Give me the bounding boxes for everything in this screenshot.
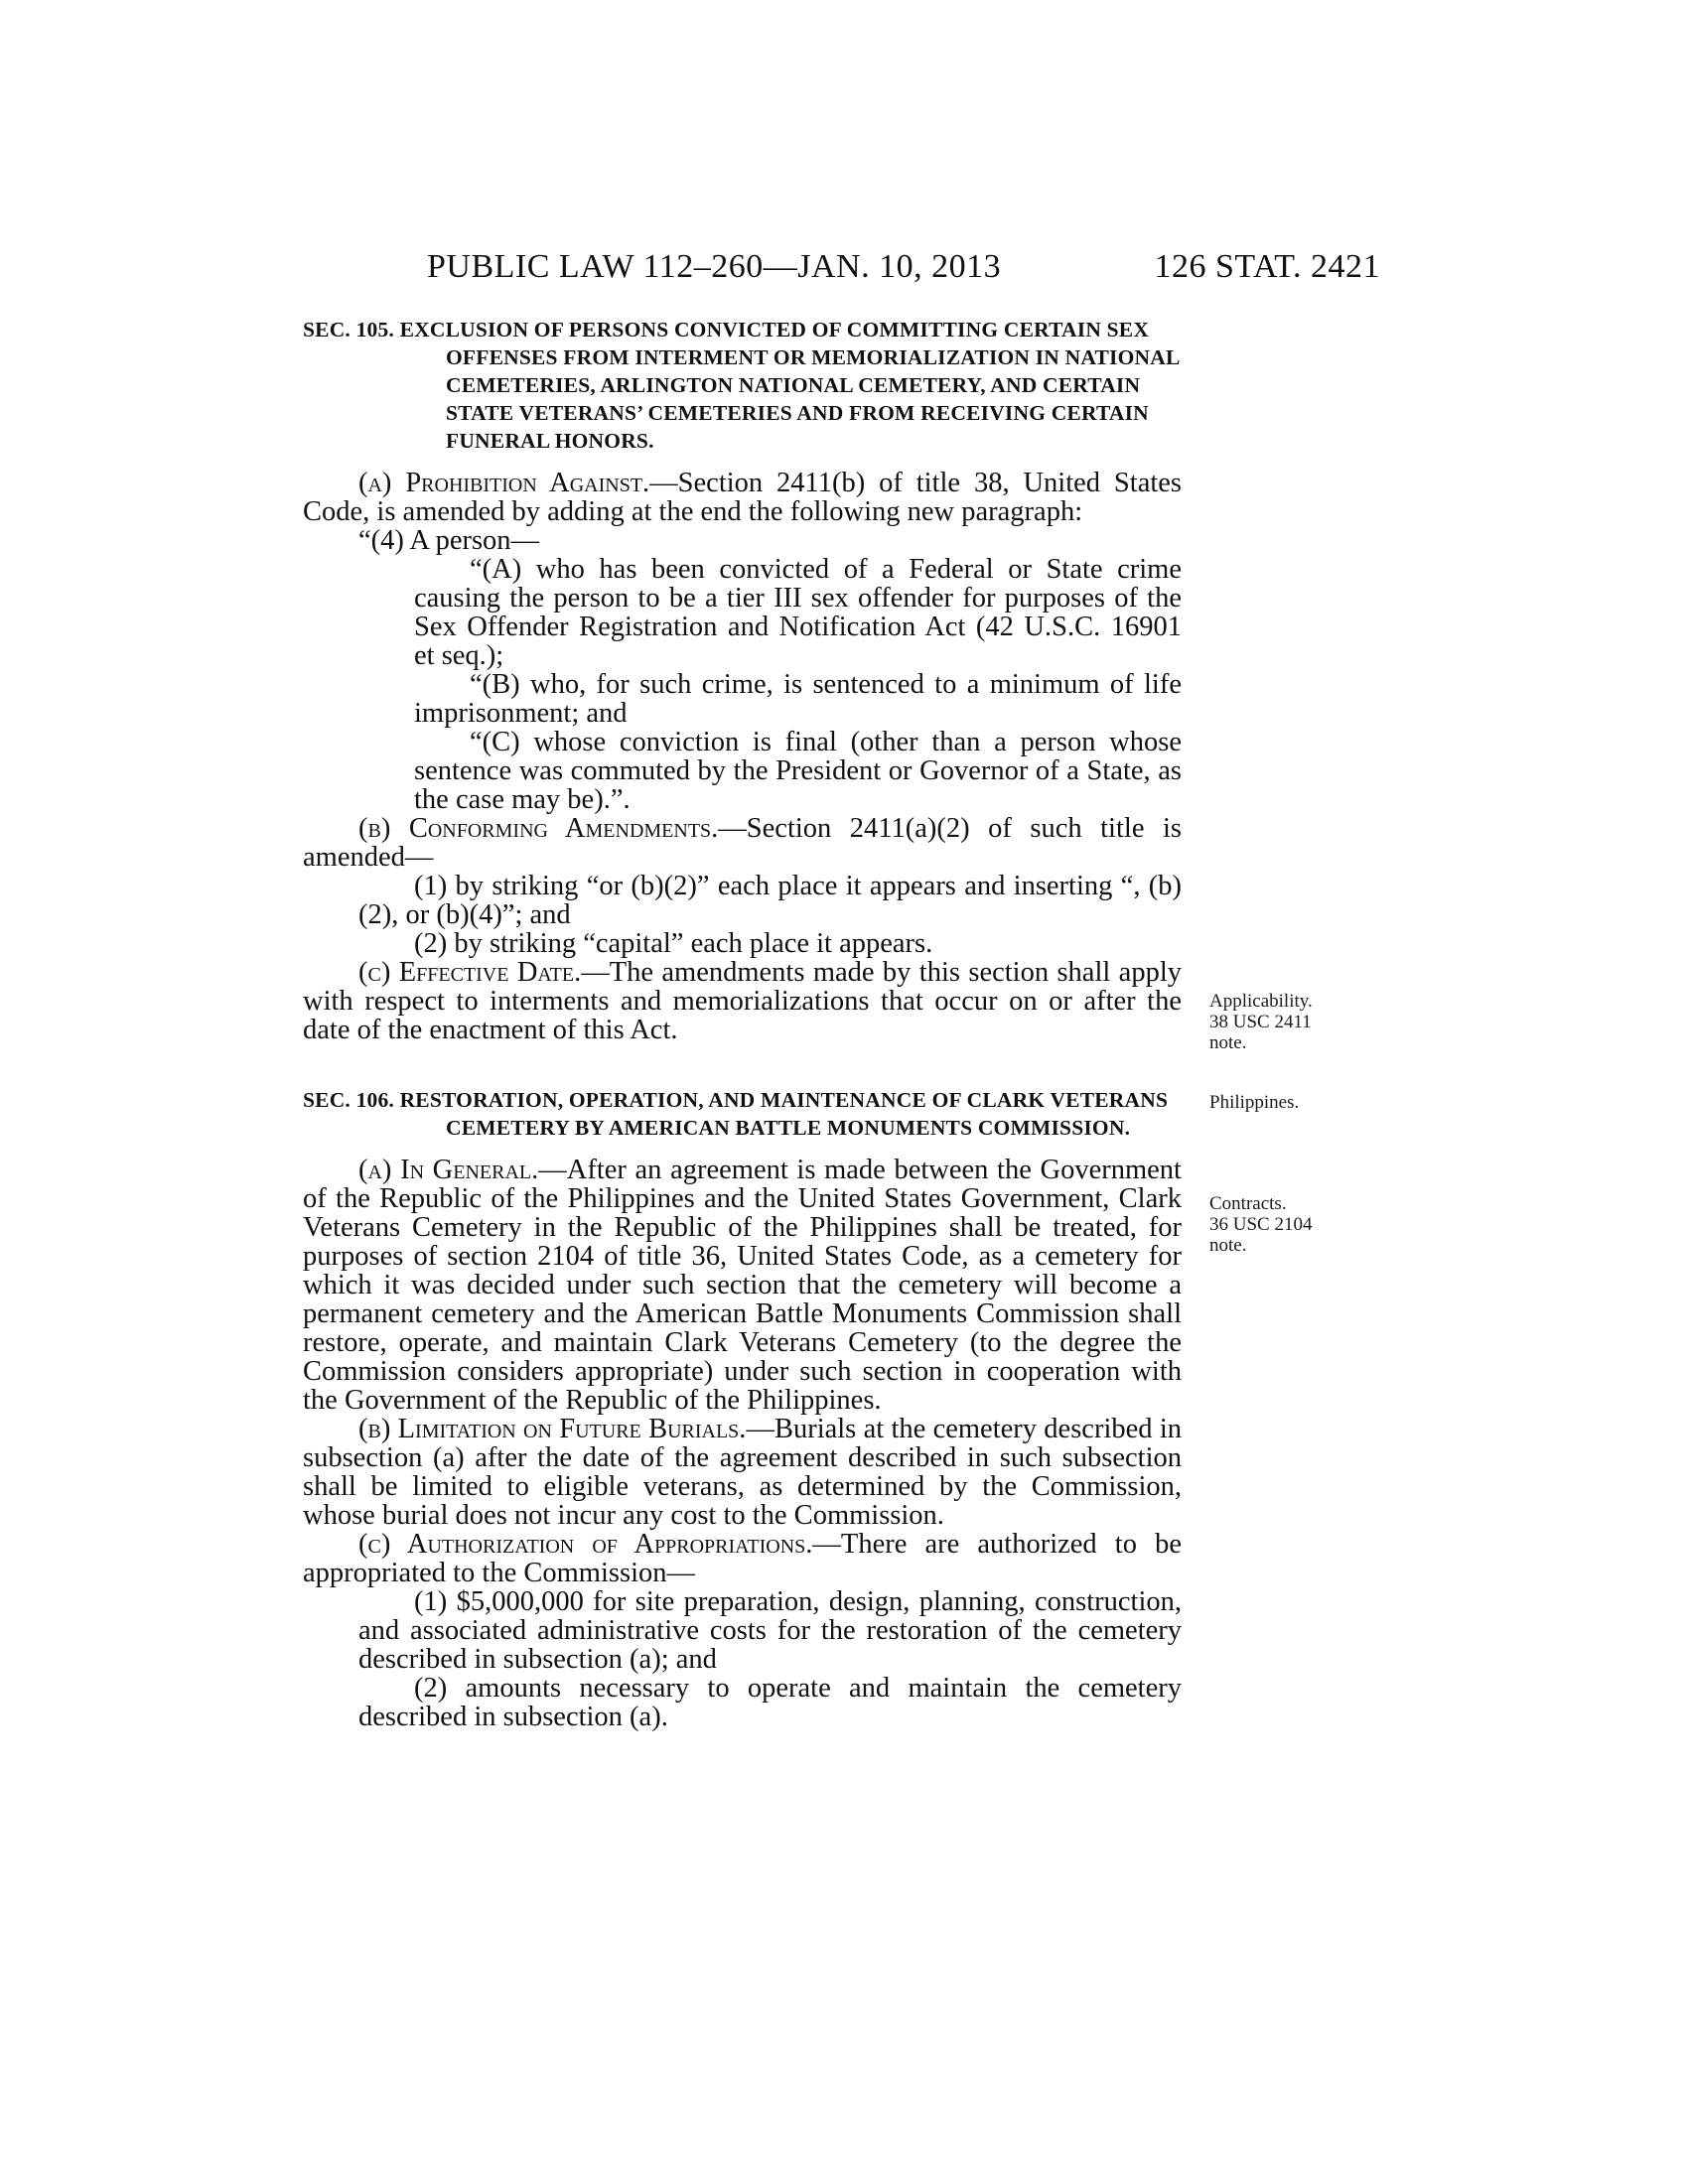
sec105-quoted-clause-b: “(B) who, for such crime, is sentenced to a minimum of life imprisonment; and xyxy=(414,669,1182,729)
section-106 xyxy=(303,1086,1182,1731)
sec105-quoted-clause-c: “(C) whose conviction is final (other than a person whose sentence was commuted by the President or Governor of a State, as the case may be).”. xyxy=(414,727,1182,815)
statute-page-number: 126 STAT. 2421 xyxy=(1154,248,1380,285)
sec105-subsection-b xyxy=(303,814,1182,872)
sec106-a-label: (a) In General. xyxy=(358,1155,539,1185)
section-105-heading: SEC. 105. EXCLUSION OF PERSONS CONVICTED OF COMMITTING CERTAIN SEX OFFENSES FROM INTERMENT OR MEMORIALIZATION IN NATIONAL CEMETERIES, ARLINGTON NATIONAL CEMETERY, AND CERTAIN STATE VETERANS’ CEMETERIES AND FROM RECEIVING CERTAIN FUNERAL HONORS. xyxy=(303,318,1180,453)
margin-note-philippines xyxy=(1209,1092,1358,1113)
section-105 xyxy=(303,316,1182,1044)
margin-note-usc-38: 38 USC 2411 xyxy=(1209,1012,1312,1032)
sec105-a-text: —Section 2411(b) of title 38, United States Code, is amended by adding at the end the following new paragraph: xyxy=(303,468,1182,527)
sec106-subsection-a xyxy=(303,1156,1182,1415)
sec106-subsection-c xyxy=(303,1530,1182,1587)
sec106-subsection-b xyxy=(303,1415,1182,1530)
sec105-b-label: (b) Conforming Amendments. xyxy=(358,813,719,844)
sec105-subsection-a xyxy=(303,469,1182,526)
sec106-b-text: —Burials at the cemetery described in subsection (a) after the date of the agreement described in such subsection shall be limited to eligible veterans, as determined by the Commission, whose burial does not incur any cost to the Commission. xyxy=(303,1414,1182,1531)
sec105-quoted-paragraph-4: “(4) A person— xyxy=(358,525,540,556)
sec105-c-text: —The amendments made by this section shall apply with respect to interments and memorializations that occur on or after the date of the enactment of this Act. xyxy=(303,957,1182,1045)
section-106-heading: SEC. 106. RESTORATION, OPERATION, AND MAINTENANCE OF CLARK VETERANS CEMETERY BY AMERICAN BATTLE MONUMENTS COMMISSION. xyxy=(303,1088,1169,1140)
sec105-subsection-c xyxy=(303,958,1182,1044)
sec106-paragraph-2: (2) amounts necessary to operate and maintain the cemetery described in subsection (a). xyxy=(358,1673,1182,1732)
sec105-quoted-clause-a: “(A) who has been convicted of a Federal or State crime causing the person to be a tier III sex offender for purposes of the Sex Offender Registration and Notification Act (42 U.S.C. 16901 et seq.); xyxy=(414,554,1182,671)
sec106-b-label: (b) Limitation on Future Burials. xyxy=(358,1414,747,1444)
margin-note-note-2: note. xyxy=(1209,1235,1247,1256)
margin-note-contracts-label: Contracts. xyxy=(1209,1193,1287,1214)
margin-note-philippines-label: Philippines. xyxy=(1209,1092,1300,1113)
sec106-c-label: (c) Authorization of Appropriations. xyxy=(358,1529,813,1560)
sec105-a-label: (a) Prohibition Against. xyxy=(358,468,650,498)
sec106-a-text: —After an agreement is made between the Government of the Republic of the Philippines and the United States Government, Clark Veterans Cemetery in the Republic of the Philippines shall be treated, for purposes of section 2104 of title 36, United States Code, as a cemetery for which it was decided under such section that the cemetery will become a permanent cemetery and the American Battle Monuments Commission shall restore, operate, and maintain Clark Veterans Cemetery (to the degree the Commission considers appropriate) under such section in cooperation with the Government of the Republic of the Philippines. xyxy=(303,1155,1182,1416)
running-head xyxy=(427,248,1380,288)
sec106-c-text: —There are authorized to be appropriated to the Commission— xyxy=(303,1529,1182,1588)
margin-note-contracts xyxy=(1209,1193,1358,1256)
margin-note-applicability xyxy=(1209,991,1358,1053)
margin-note-usc-36: 36 USC 2104 xyxy=(1209,1214,1313,1235)
margin-note-applicability-label: Applicability. xyxy=(1209,991,1313,1012)
sec105-paragraph-2: (2) by striking “capital” each place it appears. xyxy=(414,928,933,959)
public-law-citation: PUBLIC LAW 112–260—JAN. 10, 2013 xyxy=(427,248,1002,285)
margin-note-note-1: note. xyxy=(1209,1032,1247,1053)
sec105-paragraph-1: (1) by striking “or (b)(2)” each place it appears and inserting “, (b)(2), or (b)(4)”; and xyxy=(358,871,1182,930)
sec105-b-text: —Section 2411(a)(2) of such title is amended— xyxy=(303,813,1182,873)
sec106-paragraph-1: (1) $5,000,000 for site preparation, design, planning, construction, and associated administrative costs for the restoration of the cemetery described in subsection (a); and xyxy=(358,1586,1182,1675)
sec105-c-label: (c) Effective Date. xyxy=(358,957,582,988)
